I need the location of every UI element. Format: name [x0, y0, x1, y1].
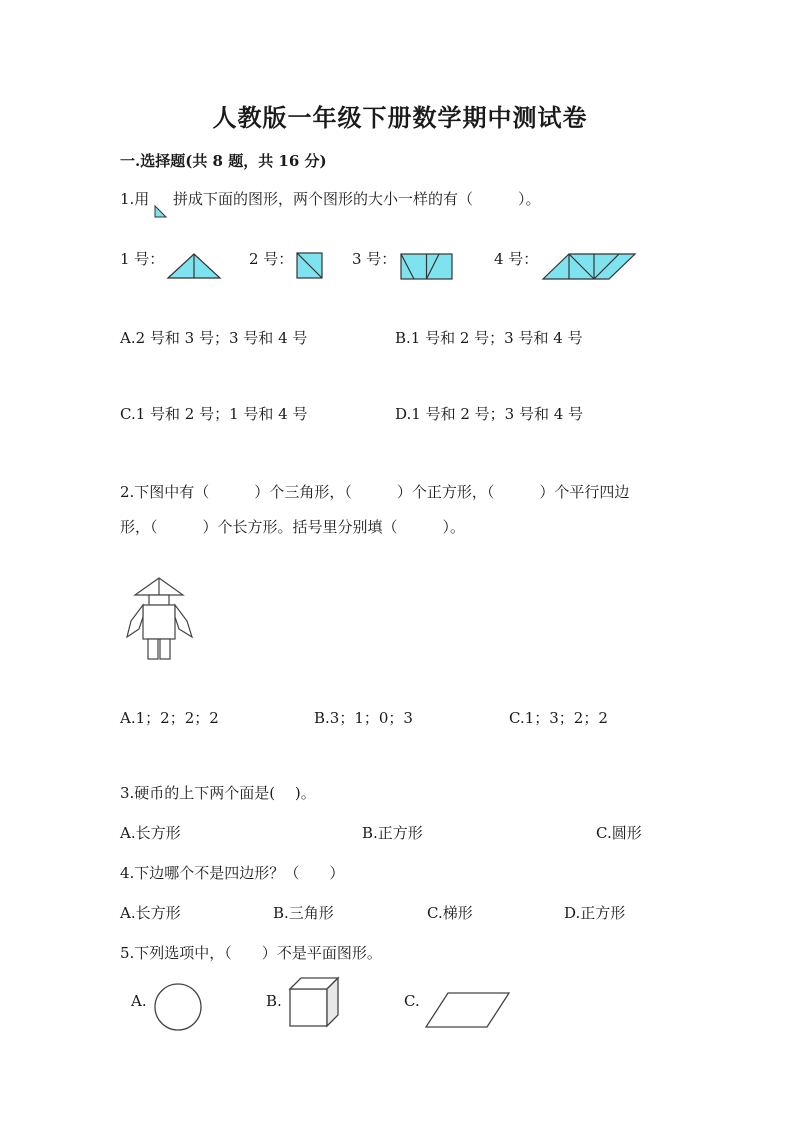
q2-option-c: C.1；3；2；2 — [509, 709, 608, 727]
q1-option-b: B.1 号和 2 号；3 号和 4 号 — [395, 329, 583, 347]
q1-option-a: A.2 号和 3 号；3 号和 4 号 — [120, 329, 308, 347]
q2-option-a: A.1；2；2；2 — [120, 709, 219, 727]
cube-shape — [287, 976, 343, 1030]
q1-shape-label-3: 3 号： — [352, 250, 397, 268]
q5-option-a-label: A. — [131, 992, 147, 1010]
q5-text: 5.下列选项中，（ ）不是平面图形。 — [120, 944, 382, 962]
q4-text: 4.下边哪个不是四边形？（ ） — [120, 864, 345, 882]
q1-option-d: D.1 号和 2 号；3 号和 4 号 — [395, 405, 584, 423]
parallelogram-shape — [424, 991, 512, 1031]
q1-shape-4-parallelogram — [541, 252, 637, 282]
q3-option-b: B.正方形 — [362, 824, 423, 842]
circle-shape — [152, 981, 204, 1033]
q3-text: 3.硬币的上下两个面是( )。 — [120, 784, 316, 802]
q2-text-line1: 2.下图中有（ ）个三角形，（ ）个正方形，（ ）个平行四边 — [120, 483, 630, 501]
q1-shape-3-rectangle — [399, 252, 455, 280]
q1-shape-label-4: 4 号： — [494, 250, 539, 268]
q4-option-c: C.梯形 — [427, 904, 473, 922]
q5-option-c-label: C. — [404, 992, 420, 1010]
q1-option-c: C.1 号和 2 号；1 号和 4 号 — [120, 405, 308, 423]
q4-option-b: B.三角形 — [273, 904, 334, 922]
q1-shape-1-big-triangle — [166, 252, 222, 280]
q1-text: 拼成下面的图形，两个图形的大小一样的有（ ）。 — [173, 190, 541, 208]
section-heading: 一.选择题(共 8 题，共 16 分) — [120, 152, 327, 170]
q5-option-b-label: B. — [266, 992, 282, 1010]
q1-shape-2-square — [296, 252, 324, 280]
q3-option-a: A.长方形 — [120, 824, 181, 842]
small-triangle-icon — [154, 205, 168, 219]
q1-prefix: 1.用 — [120, 190, 150, 208]
q2-text-line2: 形，（ ）个长方形。括号里分别填（ ）。 — [120, 518, 466, 536]
q3-option-c: C.圆形 — [596, 824, 642, 842]
q4-option-a: A.长方形 — [120, 904, 181, 922]
q1-shape-label-1: 1 号： — [120, 250, 165, 268]
robot-figure — [125, 577, 197, 661]
q4-option-d: D.正方形 — [564, 904, 626, 922]
q2-option-b: B.3；1；0；3 — [314, 709, 413, 727]
page-title: 人教版一年级下册数学期中测试卷 — [212, 103, 588, 132]
q1-shape-label-2: 2 号： — [249, 250, 294, 268]
